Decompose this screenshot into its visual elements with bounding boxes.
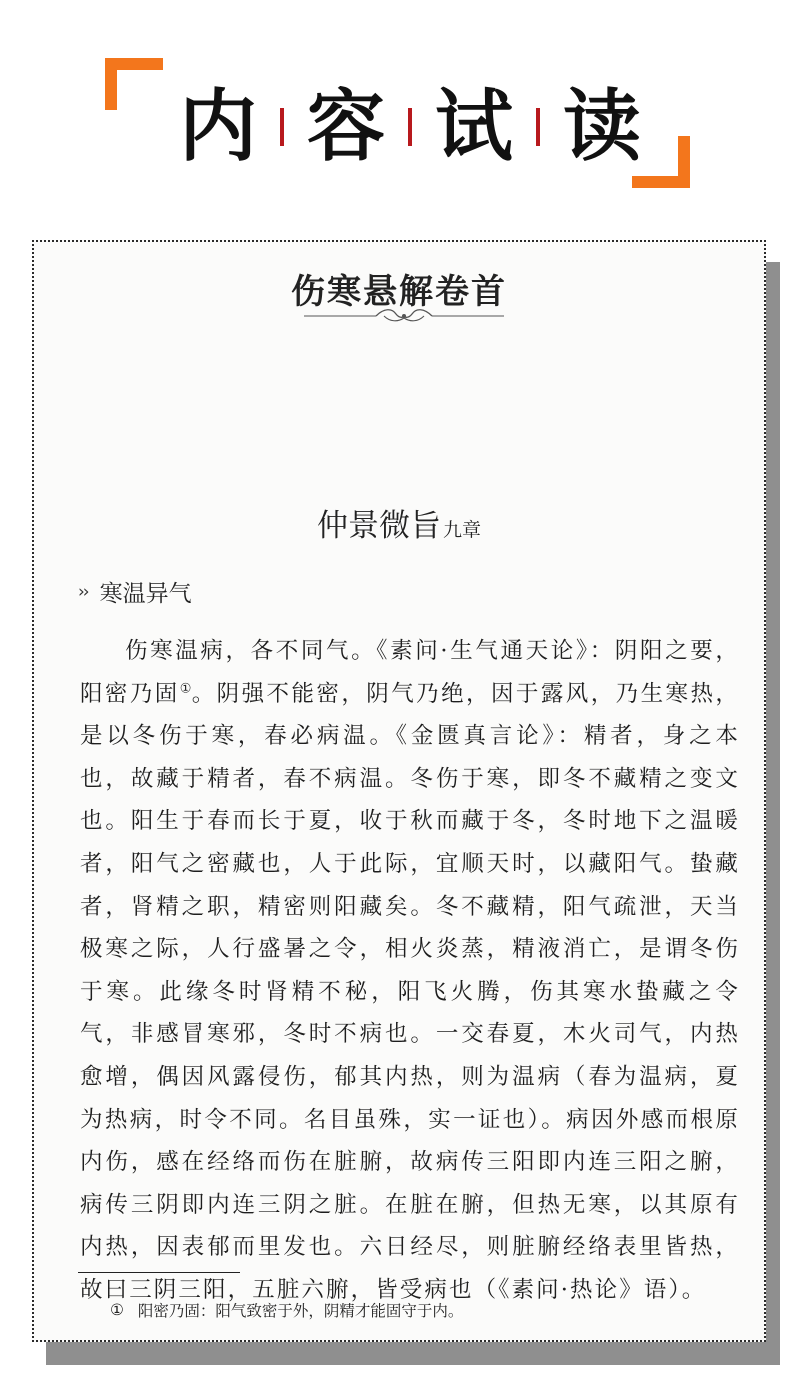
- body-text-part-1: 伤寒温病，各不同气。《素问·生气通天论》：阴阳之要，阳密乃固: [80, 638, 740, 707]
- header-char-2: 容: [306, 82, 385, 172]
- section-heading: [78, 575, 192, 608]
- header-separator: [280, 108, 284, 146]
- title-ornament: [304, 306, 504, 326]
- footnote-divider: [78, 1272, 240, 1273]
- footnote-reference: ①: [179, 681, 192, 697]
- section-marker-icon: ››: [78, 581, 88, 602]
- header-separator: [536, 108, 540, 146]
- bracket-top-left-vertical: [105, 58, 117, 110]
- header-char-3: 试: [434, 82, 513, 172]
- footnote: [110, 1299, 463, 1321]
- body-paragraph: [80, 630, 740, 1312]
- chapter-suffix: 九章: [442, 519, 481, 541]
- book-title: 伤寒悬解卷首: [291, 272, 507, 312]
- section-title: 寒温异气: [99, 581, 192, 607]
- page-card: [32, 240, 766, 1342]
- header-title: [150, 82, 670, 172]
- footnote-number: ①: [110, 1301, 124, 1319]
- footnote-text: 阳密乃固：阳气致密于外，阴精才能固守于内。: [137, 1302, 464, 1320]
- body-text: [80, 630, 740, 1312]
- body-text-part-2: 。阴强不能密，阴气乃绝，因于露风，乃生寒热，是以冬伤于寒，春必病温。《金匮真言论》：精者，身之本也，故藏于精者，春不病温。冬伤于寒，即冬不藏精之变文也。阳生于春而长于夏，收于秋而藏于冬，冬时地下之温暖者，阳气之密藏也，人于此际，宜顺天时，以藏阳气。蛰藏者，肾精之职，精密则阳藏矣。冬不藏精，阳气疏泄，天当极寒之际，人行盛暑之令，相火炎蒸，精液消亡，是谓冬伤于寒。此缘冬时肾精不秘，阳飞火腾，伤其寒水蛰藏之令气，非感冒寒邪，冬时不病也。一交春夏，木火司气，内热愈增，偶因风露侵伤，郁其内热，则为温病（春为温病，夏为热病，时令不同。名目虽殊，实一证也）。病因外感而根原内伤，感在经络而伤在脏腑，故病传三阳即内连三阳之腑，病传三阴即内连三阴之脏。在脏在腑，但热无寒，以其原有内热，因表郁而里发也。六日经尽，则脏腑经络表里皆热，故曰三阴三阳，五脏六腑，皆受病也（《素问·热论》语）。: [80, 680, 741, 1303]
- bracket-bottom-right-vertical: [678, 136, 690, 188]
- header-separator: [408, 108, 412, 146]
- chapter-title-text: 仲景微旨: [316, 508, 441, 544]
- header-char-4: 读: [562, 82, 641, 172]
- header-char-1: 内: [178, 82, 257, 172]
- chapter-title: [34, 500, 764, 545]
